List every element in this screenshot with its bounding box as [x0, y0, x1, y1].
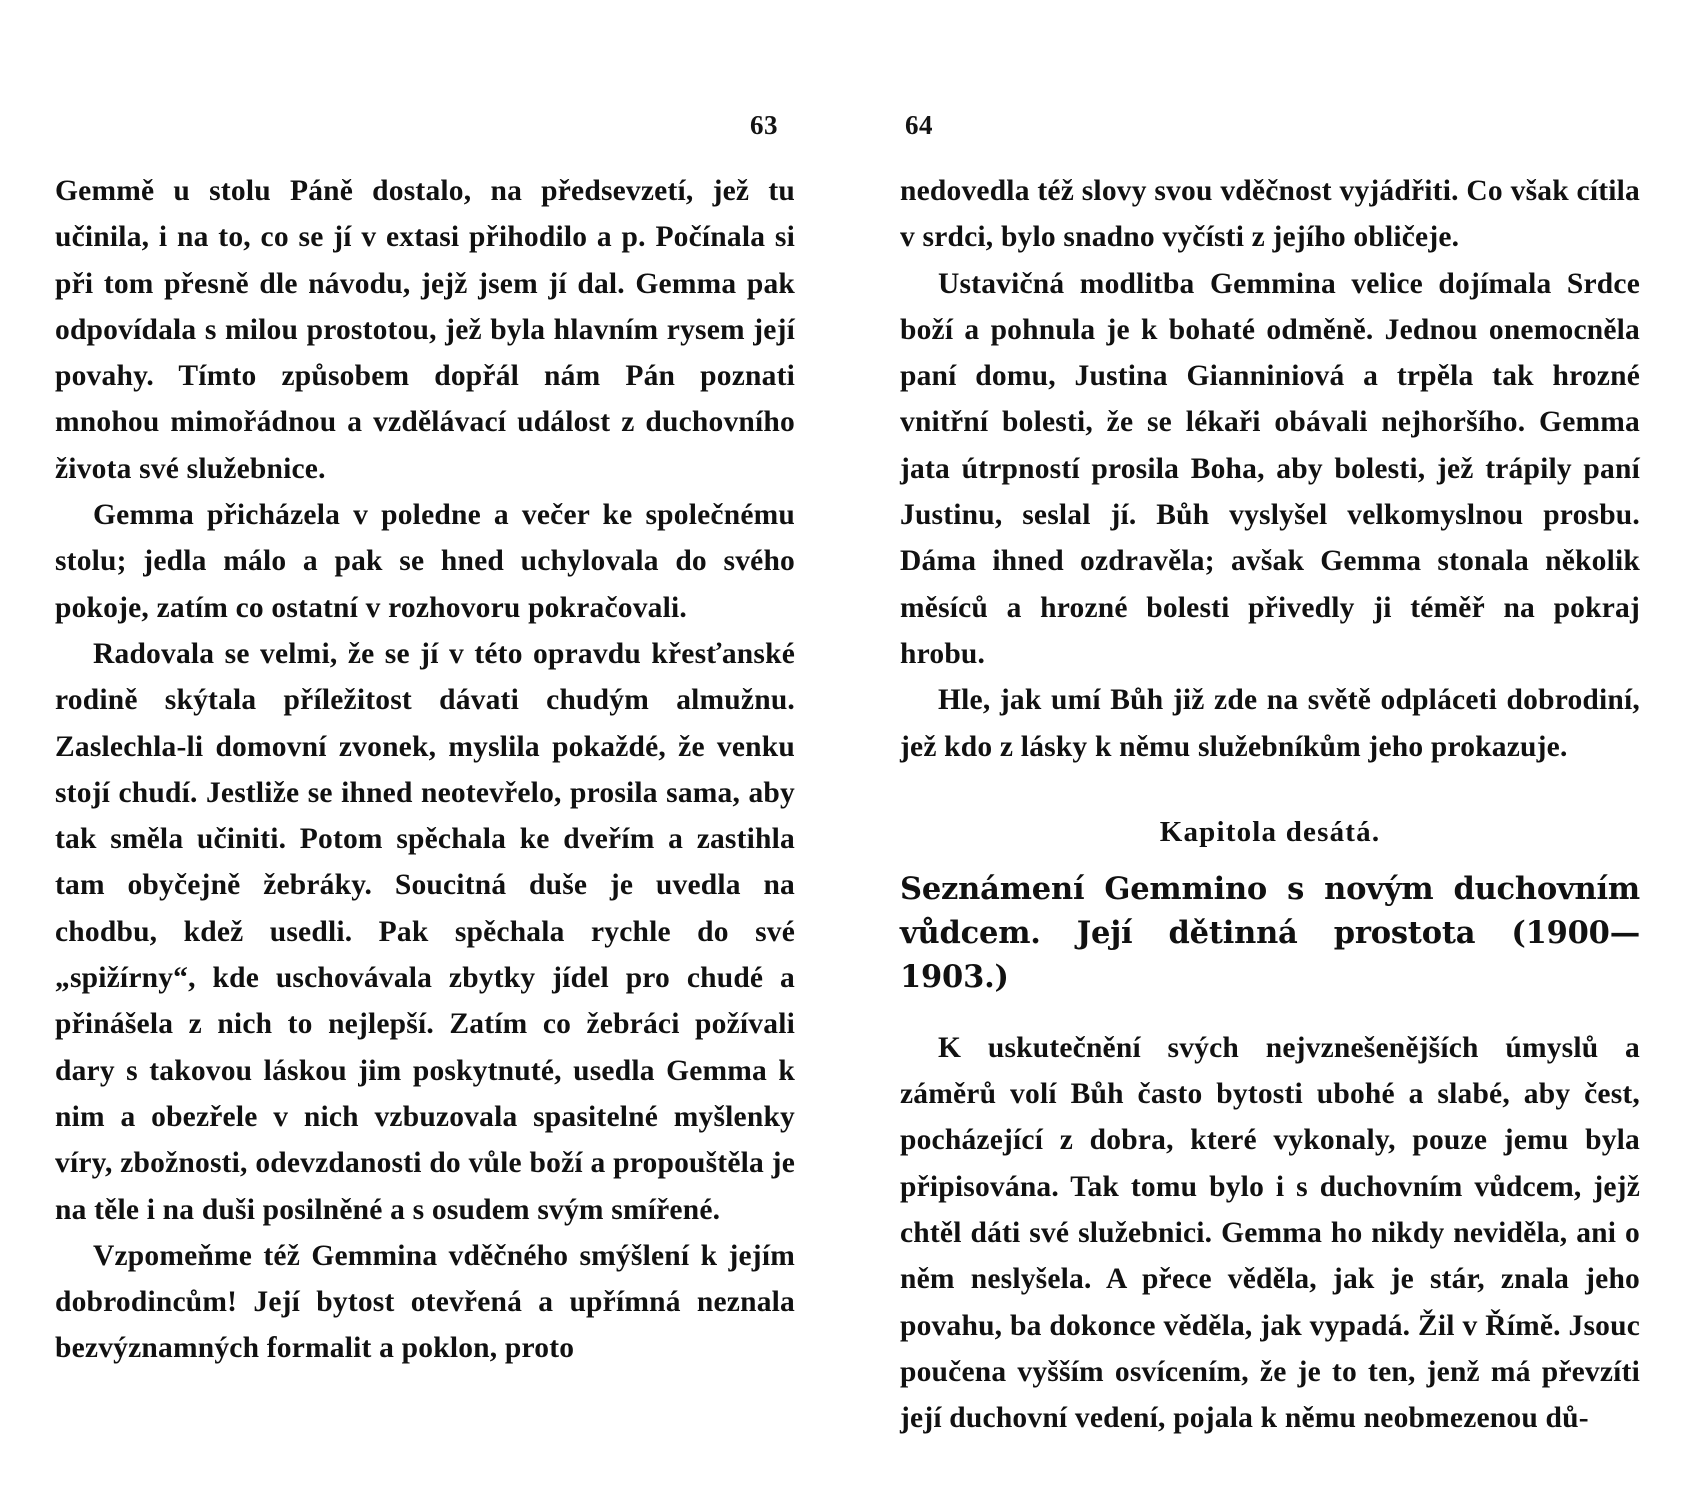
page-number-right: 64	[905, 110, 933, 140]
paragraph: Hle, jak umí Bůh již zde na světě odpláceti dobrodiní, jež kdo z lásky k němu služebníkům jeho prokazuje.	[900, 684, 1640, 763]
chapter-title: Seznámení Gemmino s novým duchovním vůdcem. Její dětinná prostota (1900—1903.)	[900, 870, 1640, 995]
text-columns	[0, 168, 1692, 1442]
paragraph: Vzpomeňme též Gemmina vděčného smýšlení k jejím dobrodincům! Její bytost otevřená a upřímná neznala bezvýznamných formalit a poklon, proto	[55, 1239, 795, 1365]
folio-row	[0, 110, 1692, 150]
column-right	[900, 168, 1640, 1442]
paragraph: nedovedla též slovy svou vděčnost vyjádřiti. Co však cítila v srdci, bylo snadno vyčísti z jejího obličeje.	[900, 175, 1640, 254]
paragraph: Ustavičná modlitba Gemmina velice dojímala Srdce boží a pohnula je k bohaté odměně. Jednou onemocněla paní domu, Justina Gianniniová a trpěla tak hrozné vnitřní bolesti, že se lékaři obávali nejhoršího. Gemma jata útrpností prosila Boha, aby bolesti, jež trápily paní Justinu, seslal jí. Bůh vyslyšel velkomyslnou prosbu. Dáma ihned ozdravěla; avšak Gemma stonala několik měsíců a hrozné bolesti přivedly ji téměř na pokraj hrobu.	[900, 267, 1640, 670]
paragraph: K uskutečnění svých nejvznešenějších úmyslů a záměrů volí Bůh často bytosti ubohé a slabé, aby čest, pocházející z dobra, které vykonaly, pouze jemu byla připisována. Tak tomu bylo i s duchovním vůdcem, jejž chtěl dáti své služebnici. Gemma ho nikdy neviděla, ani o něm neslyšela. A přece věděla, jak je stár, znala jeho povahu, ba dokonce věděla, jak vypadá. Žil v Římě. Jsouc poučena vyšším osvícením, že je to ten, jenž má převzíti její duchovní vedení, pojala k němu neobmezenou dů-	[900, 1031, 1640, 1435]
paragraph: Gemma přicházela v poledne a večer ke společnému stolu; jedla málo a pak se hned uchylovala do svého pokoje, zatím co ostatní v rozhovoru pokračovali.	[55, 499, 795, 624]
page-number-left: 63	[750, 110, 778, 140]
chapter-label: Kapitola desátá.	[1159, 815, 1381, 848]
paragraph: Gemmě u stolu Páně dostalo, na předsevzetí, jež tu učinila, i na to, co se jí v extasi přihodilo a p. Počínala si při tom přesně dle návodu, jejž jsem jí dal. Gemma pak odpovídala s milou prostotou, jež byla hlavním rysem její povahy. Tímto způsobem dopřál nám Pán poznati mnohou mimořádnou a vzdělávací událost z duchovního života své služebnice.	[55, 175, 795, 485]
paragraph: Radovala se velmi, že se jí v této opravdu křesťanské rodině skýtala příležitost dávati chudým almužnu. Zaslechla-li domovní zvonek, myslila pokaždé, že venku stojí chudí. Jestliže se ihned neotevřelo, prosila sama, aby tak směla učiniti. Potom spěchala ke dveřím a zastihla tam obyčejně žebráky. Soucitná duše je uvedla na chodbu, kdež usedli. Pak spěchala rychle do své „spižírny“, kde uschovávala zbytky jídel pro chudé a přinášela z nich to nejlepší. Zatím co žebráci požívali dary s takovou láskou jim poskytnuté, usedla Gemma k nim a obezřele v nich vzbuzovala spasitelné myšlenky víry, zbožnosti, odevzdanosti do vůle boží a propouštěla je na těle i na duši posilněné a s osudem svým smířené.	[55, 637, 795, 1226]
column-left	[55, 168, 795, 1442]
